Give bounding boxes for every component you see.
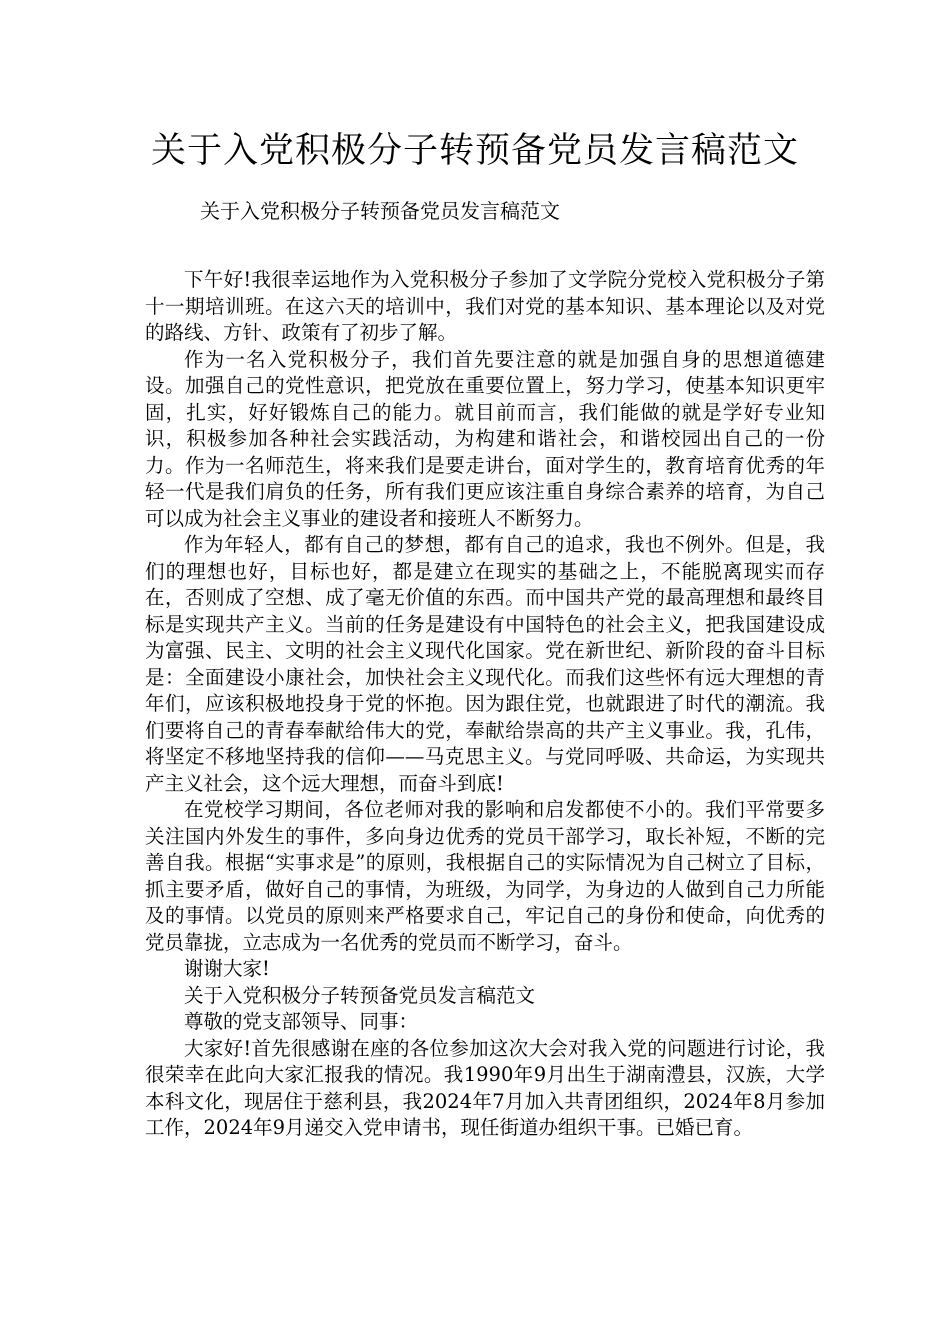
body-paragraph: 在党校学习期间，各位老师对我的影响和启发都使不小的。我们平常要多关注国内外发生的事件，多向身边优秀的党员干部学习，取长补短，不断的完善自我。根据“实事求是”的原则，我根据自己的实际情况为自己树立了目标，抓主要矛盾，做好自己的事情，为班级，为同学，为身边的人做到自己力所能及的事情。以党员的原则来严格要求自己，牢记自己的身份和使命，向优秀的党员靠拢，立志成为一名优秀的党员而不断学习，奋斗。: [145, 798, 825, 954]
document-subtitle: 关于入党积极分子转预备党员发言稿范文: [200, 199, 560, 223]
body-paragraph: 作为年轻人，都有自己的梦想，都有自己的追求，我也不例外。但是，我们的理想也好，目标也好，都是建立在现实的基础之上，不能脱离现实而存在，否则成了空想、成了毫无价值的东西。而中国共产党的最高理想和最终目标是实现共产主义。当前的任务是建设有中国特色的社会主义，把我国建设成为富强、民主、文明的社会主义现代化国家。党在新世纪、新阶段的奋斗目标是：全面建设小康社会，加快社会主义现代化。而我们这些怀有远大理想的青年们，应该积极地投身于党的怀抱。因为跟住党，也就跟进了时代的潮流。我们要将自己的青春奉献给伟大的党，奉献给崇高的共产主义事业。我，孔伟，将坚定不移地坚持我的信仰——马克思主义。与党同呼吸、共命运，为实现共产主义社会，这个远大理想，而奋斗到底!: [145, 533, 825, 795]
salutation: 尊敬的党支部领导、同事：: [184, 1010, 419, 1033]
document-body: [145, 267, 825, 1142]
body-paragraph: 大家好!首先很感谢在座的各位参加这次大会对我入党的问题进行讨论，我很荣幸在此向大家汇报我的情况。我1990年9月出生于湖南澧县，汉族，大学本科文化，现居住于慈利县，我2024年7月加入共青团组织，2024年8月参加工作，2024年9月递交入党申请书，现任街道办组织干事。已婚已育。: [145, 1036, 825, 1139]
body-paragraph: 下午好!我很幸运地作为入党积极分子参加了文学院分党校入党积极分子第十一期培训班。在这六天的培训中，我们对党的基本知识、基本理论以及对党的路线、方针、政策有了初步了解。: [145, 268, 825, 344]
closing-line: 谢谢大家!: [184, 957, 270, 980]
section-heading: 关于入党积极分子转预备党员发言稿范文: [184, 983, 536, 1007]
body-paragraph: 作为一名入党积极分子，我们首先要注意的就是加强自身的思想道德建设。加强自己的党性意识，把党放在重要位置上，努力学习，使基本知识更牢固，扎实，好好锻炼自己的能力。就目前而言，我们能做的就是学好专业知识，积极参加各种社会实践活动，为构建和谐社会，和谐校园出自己的一份力。作为一名师范生，将来我们是要走讲台，面对学生的，教育培育优秀的年轻一代是我们肩负的任务，所有我们更应该注重自身综合素养的培育，为自己可以成为社会主义事业的建设者和接班人不断努力。: [145, 347, 825, 530]
document-title: 关于入党积极分子转预备党员发言稿范文: [150, 131, 799, 171]
